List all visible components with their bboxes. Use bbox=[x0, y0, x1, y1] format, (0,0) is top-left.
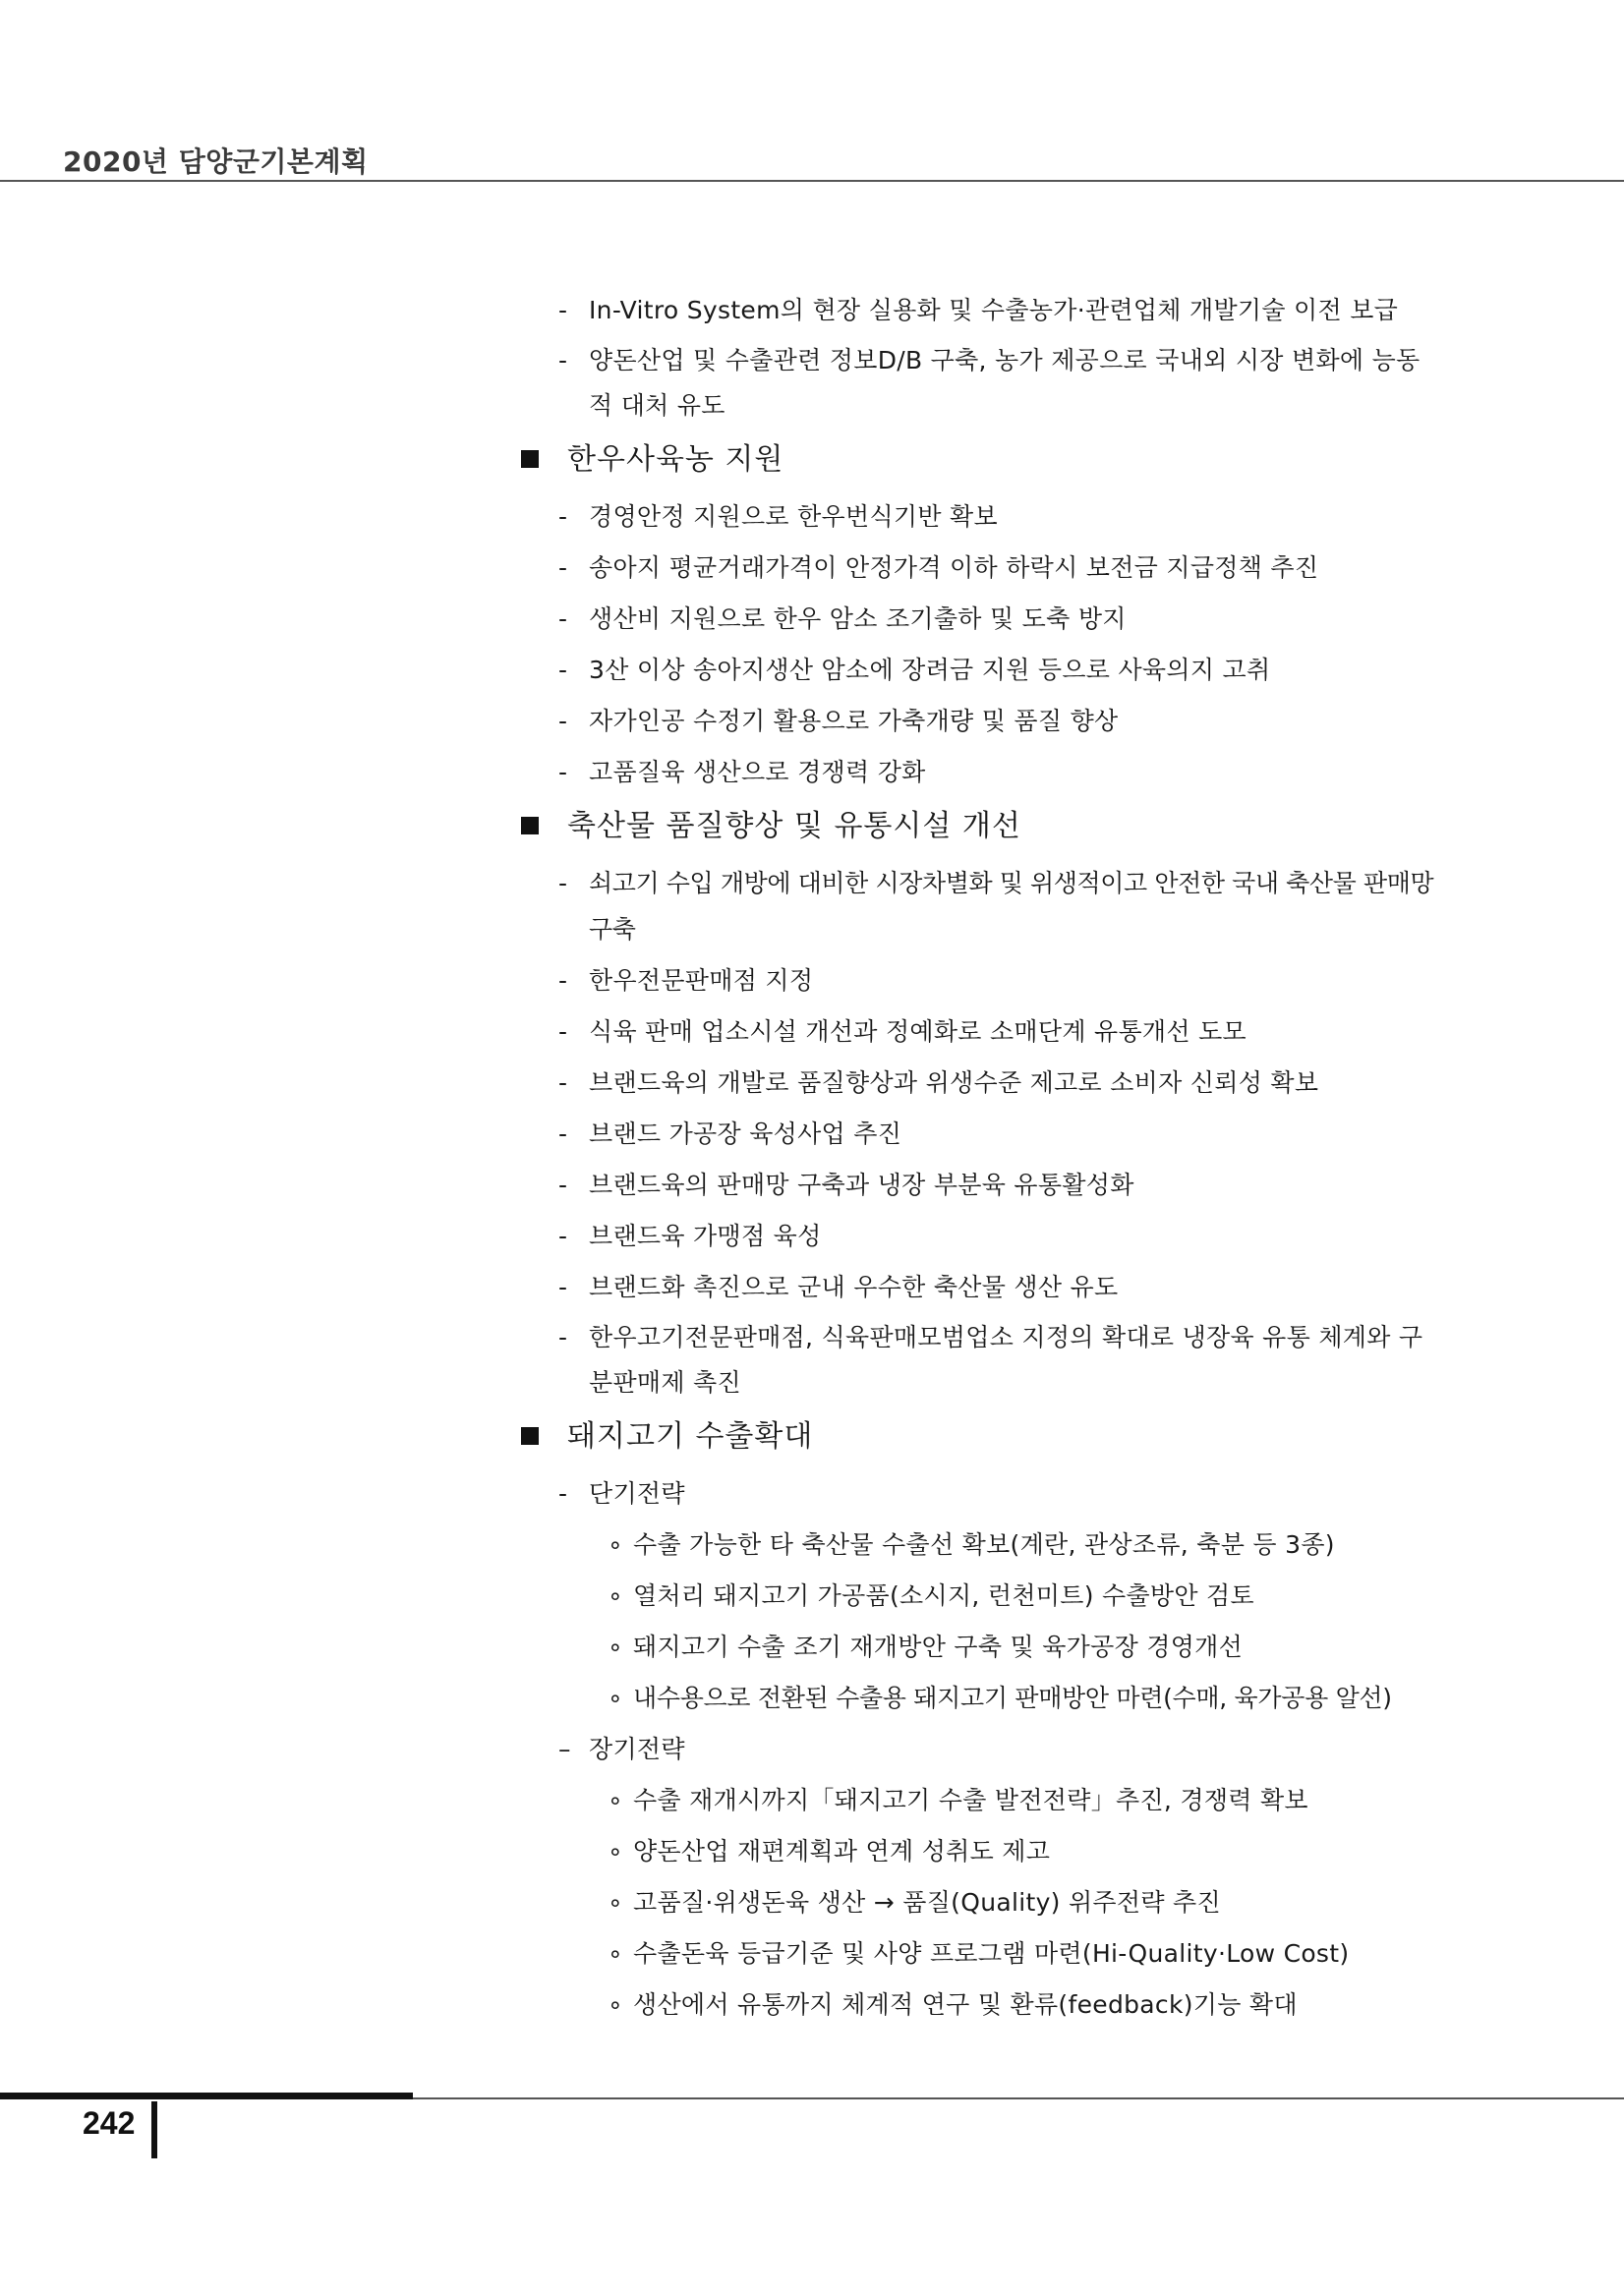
dash-marker: – bbox=[558, 1735, 571, 1763]
circle-marker: ∘ bbox=[608, 1633, 623, 1661]
list-item bbox=[515, 1162, 1439, 1208]
list-item bbox=[515, 287, 1439, 333]
dash-marker: - bbox=[558, 1323, 568, 1351]
list-item-text: 경영안정 지원으로 한우번식기반 확보 bbox=[589, 502, 998, 531]
dash-marker: - bbox=[558, 758, 568, 786]
section-heading-text: 돼지고기 수출확대 bbox=[567, 1419, 814, 1454]
list-item bbox=[515, 1264, 1439, 1310]
circle-marker: ∘ bbox=[608, 1939, 623, 1968]
sub-list-item bbox=[515, 1521, 1439, 1568]
list-item-text: 송아지 평균거래가격이 안정가격 이하 하락시 보전금 지급정책 추진 bbox=[589, 553, 1319, 582]
strategy-label-text: 장기전략 bbox=[589, 1735, 685, 1763]
list-item-text: 브랜드육 가맹점 육성 bbox=[589, 1222, 822, 1250]
section-heading bbox=[515, 801, 1439, 852]
list-item-text: 식육 판매 업소시설 개선과 정예화로 소매단계 유통개선 도모 bbox=[589, 1017, 1247, 1046]
list-item bbox=[515, 1315, 1439, 1406]
list-item bbox=[515, 338, 1439, 429]
list-item-text: 브랜드육의 개발로 품질향상과 위생수준 제고로 소비자 신뢰성 확보 bbox=[589, 1068, 1319, 1097]
section-heading bbox=[515, 434, 1439, 486]
footer-rule bbox=[413, 2097, 1624, 2099]
list-item bbox=[515, 596, 1439, 642]
strategy-label-text: 단기전략 bbox=[589, 1479, 685, 1508]
circle-marker: ∘ bbox=[608, 1888, 623, 1917]
sub-list-item-text: 수출돈육 등급기준 및 사양 프로그램 마련(Hi-Quality·Low Cost) bbox=[633, 1939, 1350, 1968]
list-item-text: 생산비 지원으로 한우 암소 조기출하 및 도축 방지 bbox=[589, 604, 1127, 633]
sub-list-item-text: 돼지고기 수출 조기 재개방안 구축 및 육가공장 경영개선 bbox=[633, 1633, 1244, 1661]
sub-list-item-text: 수출 재개시까지「돼지고기 수출 발전전략」추진, 경쟁력 확보 bbox=[633, 1786, 1308, 1814]
dash-marker: - bbox=[558, 296, 568, 324]
header-rule bbox=[0, 180, 1624, 182]
document-body bbox=[515, 287, 1439, 2033]
square-bullet-icon bbox=[521, 450, 539, 468]
dash-marker: - bbox=[558, 1119, 568, 1148]
dash-marker: - bbox=[558, 1479, 568, 1508]
dash-marker: - bbox=[558, 553, 568, 582]
list-item-text: 브랜드화 촉진으로 군내 우수한 축산물 생산 유도 bbox=[589, 1273, 1119, 1301]
strategy-label bbox=[515, 1726, 1439, 1772]
dash-marker: - bbox=[558, 1068, 568, 1097]
list-item-text: 자가인공 수정기 활용으로 가축개량 및 품질 향상 bbox=[589, 707, 1119, 735]
page-number-divider bbox=[151, 2101, 157, 2158]
page-number: 242 bbox=[83, 2105, 136, 2141]
sub-list-item bbox=[515, 1624, 1439, 1670]
sub-list-item bbox=[515, 1879, 1439, 1925]
list-item bbox=[515, 749, 1439, 795]
sub-list-item-text: 고품질·위생돈육 생산 → 품질(Quality) 위주전략 추진 bbox=[633, 1888, 1221, 1917]
list-item bbox=[515, 1008, 1439, 1055]
sub-list-item bbox=[515, 1675, 1439, 1721]
section-heading bbox=[515, 1411, 1439, 1463]
square-bullet-icon bbox=[521, 817, 539, 834]
circle-marker: ∘ bbox=[608, 1837, 623, 1866]
section-heading-text: 한우사육농 지원 bbox=[567, 442, 784, 477]
list-item-text: 3산 이상 송아지생산 암소에 장려금 지원 등으로 사육의지 고취 bbox=[589, 656, 1271, 684]
circle-marker: ∘ bbox=[608, 1990, 623, 2019]
circle-marker: ∘ bbox=[608, 1786, 623, 1814]
dash-marker: - bbox=[558, 1171, 568, 1199]
dash-marker: - bbox=[558, 707, 568, 735]
running-header-title: 2020년 담양군기본계획 bbox=[63, 145, 369, 178]
square-bullet-icon bbox=[521, 1427, 539, 1445]
dash-marker: - bbox=[558, 656, 568, 684]
sub-list-item-text: 열처리 돼지고기 가공품(소시지, 런천미트) 수출방안 검토 bbox=[633, 1581, 1254, 1610]
list-item-text: 고품질육 생산으로 경쟁력 강화 bbox=[589, 758, 926, 786]
list-item bbox=[515, 1060, 1439, 1106]
list-item bbox=[515, 493, 1439, 540]
list-item-text: 브랜드 가공장 육성사업 추진 bbox=[589, 1119, 902, 1148]
dash-marker: - bbox=[558, 966, 568, 995]
list-item-text: 양돈산업 및 수출관련 정보D/B 구축, 농가 제공으로 국내외 시장 변화에 능동적 대처 유도 bbox=[589, 346, 1421, 420]
dash-marker: - bbox=[558, 1273, 568, 1301]
sub-list-item-text: 수출 가능한 타 축산물 수출선 확보(계란, 관상조류, 축분 등 3종) bbox=[633, 1530, 1335, 1559]
dash-marker: - bbox=[558, 502, 568, 531]
footer-bar bbox=[0, 2093, 413, 2099]
list-item-text: In-Vitro System의 현장 실용화 및 수출농가·관련업체 개발기술 이전 보급 bbox=[589, 296, 1399, 324]
sub-list-item-text: 양돈산업 재편계획과 연계 성취도 제고 bbox=[633, 1837, 1051, 1866]
sub-list-item-text: 생산에서 유통까지 체계적 연구 및 환류(feedback)기능 확대 bbox=[633, 1990, 1298, 2019]
strategy-label bbox=[515, 1470, 1439, 1517]
circle-marker: ∘ bbox=[608, 1530, 623, 1559]
sub-list-item-text: 내수용으로 전환된 수출용 돼지고기 판매방안 마련(수매, 육가공용 알선) bbox=[633, 1684, 1392, 1712]
list-item bbox=[515, 860, 1439, 952]
dash-marker: - bbox=[558, 1017, 568, 1046]
dash-marker: - bbox=[558, 1222, 568, 1250]
list-item bbox=[515, 1213, 1439, 1259]
section-heading-text: 축산물 품질향상 및 유통시설 개선 bbox=[567, 809, 1021, 843]
list-item-text: 한우고기전문판매점, 식육판매모범업소 지정의 확대로 냉장육 유통 체계와 구분판매제 촉진 bbox=[589, 1323, 1423, 1397]
list-item bbox=[515, 647, 1439, 693]
list-item bbox=[515, 698, 1439, 744]
sub-list-item bbox=[515, 1573, 1439, 1619]
list-item bbox=[515, 957, 1439, 1004]
sub-list-item bbox=[515, 1828, 1439, 1874]
sub-list-item bbox=[515, 1930, 1439, 1977]
circle-marker: ∘ bbox=[608, 1684, 623, 1712]
dash-marker: - bbox=[558, 604, 568, 633]
list-item-text: 브랜드육의 판매망 구축과 냉장 부분육 유통활성화 bbox=[589, 1171, 1134, 1199]
dash-marker: - bbox=[558, 869, 567, 897]
circle-marker: ∘ bbox=[608, 1581, 623, 1610]
list-item-text: 쇠고기 수입 개방에 대비한 시장차별화 및 위생적이고 안전한 국내 축산물 판매망 구축 bbox=[589, 869, 1434, 944]
list-item-text: 한우전문판매점 지정 bbox=[589, 966, 814, 995]
list-item bbox=[515, 545, 1439, 591]
sub-list-item bbox=[515, 1981, 1439, 2028]
dash-marker: - bbox=[558, 346, 568, 374]
sub-list-item bbox=[515, 1777, 1439, 1823]
list-item bbox=[515, 1111, 1439, 1157]
